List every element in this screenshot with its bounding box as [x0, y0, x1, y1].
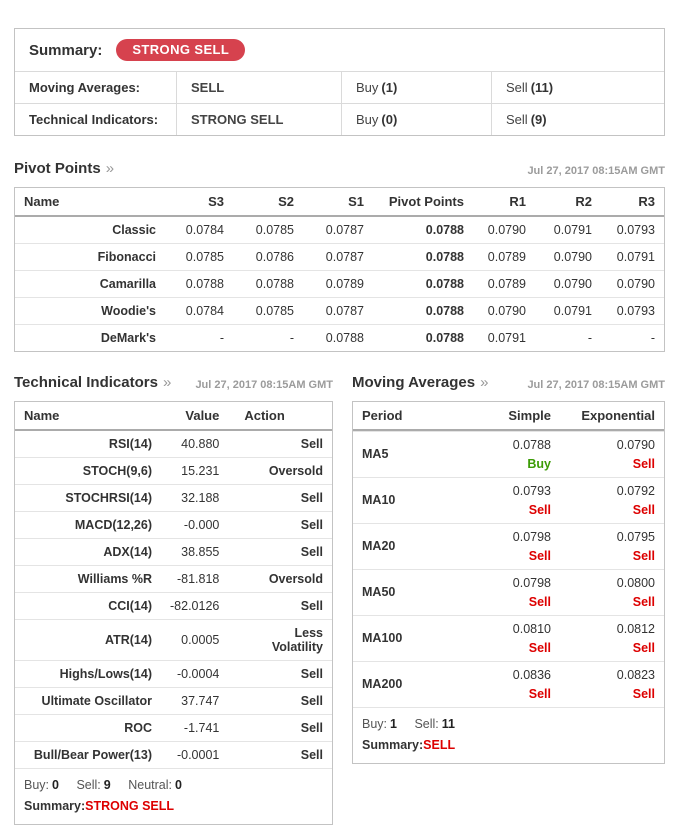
ma-period: MA200 — [362, 677, 403, 691]
indicator-value: -0.000 — [161, 512, 228, 539]
ma-simple-value: 0.0810 — [512, 622, 551, 636]
indicator-action: Oversold — [228, 458, 332, 485]
ma-exponential-action: Sell — [632, 687, 655, 701]
column-header: Simple — [508, 408, 551, 423]
indicator-value: -0.0004 — [161, 661, 228, 688]
pivot-r1: 0.0789 — [473, 244, 535, 271]
ma-simple-action: Sell — [528, 641, 551, 655]
pivot-points-table — [14, 187, 665, 352]
ma-exponential-cell — [551, 574, 655, 610]
buy-label: Buy — [356, 112, 379, 127]
indicator-name: STOCHRSI(14) — [15, 485, 161, 512]
indicator-action: Sell — [228, 715, 332, 742]
column-header: Period — [362, 408, 403, 423]
pivot-r3: 0.0793 — [601, 298, 664, 325]
summary-label: Summary: — [362, 738, 424, 752]
technical-indicators-section — [14, 374, 333, 825]
column-header: Name — [15, 188, 165, 216]
indicator-action: Sell — [300, 437, 323, 451]
pivot-r2: 0.0790 — [535, 244, 601, 271]
buy-count-value: (0) — [381, 112, 398, 127]
pivot-r2: 0.0791 — [553, 223, 592, 237]
row-label: Technical Indicators: — [29, 112, 159, 127]
pivot-s3: 0.0784 — [185, 223, 224, 237]
sell-count: Sell: 11 — [414, 717, 455, 731]
indicator-name: Ultimate Oscillator — [15, 688, 161, 715]
pivot-point: 0.0788 — [425, 223, 464, 237]
pivot-header-row — [15, 188, 664, 216]
column-header: S3 — [165, 188, 233, 216]
technical-indicators-section-header — [14, 374, 333, 391]
pivot-name: Camarilla — [15, 271, 165, 298]
ma-exponential-action: Sell — [632, 641, 655, 655]
summary-signal: SELL — [423, 738, 456, 752]
ma-exponential-action: Sell — [632, 549, 655, 563]
ma-exponential-cell — [551, 482, 655, 518]
pivot-point: 0.0788 — [373, 298, 473, 325]
indicator-name: ADX(14) — [15, 539, 161, 566]
indicator-action: Oversold — [228, 566, 332, 593]
ma-exponential-value: 0.0823 — [616, 668, 655, 682]
pivot-points-timestamp: Jul 27, 2017 08:15AM GMT — [527, 165, 665, 177]
pivot-s1: 0.0787 — [303, 244, 373, 271]
indicator-name: CCI(14) — [15, 593, 161, 620]
pivot-points-section-header — [14, 160, 665, 177]
moving-averages-title: Moving Averages — [352, 374, 476, 391]
summary-box — [14, 28, 665, 136]
technical-indicators-title: Technical Indicators — [14, 374, 158, 391]
ma-row — [353, 477, 664, 523]
ma-simple-value: 0.0788 — [512, 438, 551, 452]
pivot-r2: - — [535, 325, 601, 352]
ma-simple-cell — [447, 528, 551, 564]
ma-simple-action: Sell — [528, 549, 551, 563]
sell-label: Sell — [506, 112, 528, 127]
indicator-name: Williams %R — [15, 566, 161, 593]
moving-averages-section-header — [352, 374, 665, 391]
indicator-action: Less Volatility — [228, 620, 332, 661]
indicator-row — [15, 593, 332, 620]
indicator-row — [15, 430, 332, 458]
indicator-value: -1.741 — [161, 715, 228, 742]
buy-count: Buy: 1 — [362, 717, 397, 731]
column-header: Name — [15, 402, 161, 430]
buy-count-value: (1) — [381, 80, 398, 95]
indicator-row — [15, 458, 332, 485]
indicator-action: Sell — [228, 512, 332, 539]
row-label: Moving Averages: — [29, 80, 141, 95]
pivot-r1: 0.0791 — [473, 325, 535, 352]
indicator-value: 32.188 — [161, 485, 228, 512]
pivot-s1: 0.0787 — [325, 223, 364, 237]
pivot-s2: - — [233, 325, 303, 352]
column-header: Exponential — [581, 408, 655, 423]
pivot-r1: 0.0790 — [487, 223, 526, 237]
column-header: Value — [161, 402, 228, 430]
ma-exponential-action: Sell — [632, 503, 655, 517]
sell-count-value: (9) — [530, 112, 547, 127]
ma-simple-action: Sell — [528, 687, 551, 701]
technical-indicators-buy-count — [341, 104, 491, 135]
summary-row-technical-indicators — [15, 104, 664, 135]
summary-signal: STRONG SELL — [85, 799, 175, 813]
pivot-row — [15, 216, 664, 244]
ma-period: MA10 — [362, 493, 396, 507]
column-header: R2 — [535, 188, 601, 216]
indicator-action: Sell — [228, 688, 332, 715]
indicator-value: 38.855 — [161, 539, 228, 566]
pivot-point: 0.0788 — [373, 244, 473, 271]
technical-indicators-timestamp: Jul 27, 2017 08:15AM GMT — [195, 379, 333, 391]
pivot-name: Fibonacci — [15, 244, 165, 271]
pivot-row — [15, 325, 664, 352]
indicator-name: Bull/Bear Power(13) — [15, 742, 161, 769]
indicator-action: Sell — [228, 593, 332, 620]
ma-row — [353, 569, 664, 615]
indicator-name: STOCH(9,6) — [15, 458, 161, 485]
technical-indicators-footer — [15, 768, 332, 824]
pivot-s3: - — [165, 325, 233, 352]
indicator-value: -81.818 — [161, 566, 228, 593]
ma-row — [353, 615, 664, 661]
moving-averages-section — [352, 374, 665, 764]
indicator-name: ATR(14) — [15, 620, 161, 661]
pivot-row — [15, 298, 664, 325]
ma-simple-cell — [447, 574, 551, 610]
ma-period: MA50 — [362, 585, 396, 599]
signal-counts — [24, 778, 323, 792]
pivot-r3: - — [601, 325, 664, 352]
pivot-s2: 0.0786 — [233, 244, 303, 271]
indicator-name: RSI(14) — [108, 437, 152, 451]
moving-averages-footer — [353, 707, 664, 763]
pivot-name: DeMark's — [15, 325, 165, 352]
indicator-action: Sell — [228, 485, 332, 512]
ma-exponential-cell — [551, 620, 655, 656]
technical-indicators-sell-count — [491, 104, 664, 135]
pivot-name: Woodie's — [15, 298, 165, 325]
pivot-point: 0.0788 — [373, 325, 473, 352]
ma-simple-cell — [447, 482, 551, 518]
ma-row — [353, 431, 664, 477]
column-header: Action — [228, 402, 332, 430]
moving-averages-buy-count — [341, 72, 491, 103]
sell-count-value: (11) — [530, 80, 554, 95]
ma-simple-cell — [447, 666, 551, 702]
ma-exponential-value: 0.0795 — [616, 530, 655, 544]
pivot-name: Classic — [112, 223, 156, 237]
summary-main-row — [15, 29, 664, 72]
pivot-point: 0.0788 — [373, 271, 473, 298]
indicator-action: Sell — [228, 539, 332, 566]
indicators-columns — [14, 374, 665, 825]
indicator-action: Sell — [228, 742, 332, 769]
moving-averages-timestamp: Jul 27, 2017 08:15AM GMT — [527, 379, 665, 391]
pivot-r2: 0.0791 — [535, 298, 601, 325]
ma-exponential-value: 0.0792 — [616, 484, 655, 498]
pivot-s1: 0.0788 — [303, 325, 373, 352]
ma-simple-value: 0.0793 — [512, 484, 551, 498]
indicator-row — [15, 715, 332, 742]
moving-averages-sell-count — [491, 72, 664, 103]
pivot-r1: 0.0789 — [473, 271, 535, 298]
pivot-r1: 0.0790 — [473, 298, 535, 325]
pivot-s3: 0.0785 — [165, 244, 233, 271]
summary-row-moving-averages — [15, 72, 664, 104]
indicator-value: 15.231 — [161, 458, 228, 485]
ma-simple-action: Sell — [528, 503, 551, 517]
indicator-row — [15, 485, 332, 512]
indicator-value: 40.880 — [181, 437, 220, 451]
ma-exponential-cell — [551, 528, 655, 564]
indicator-row — [15, 620, 332, 661]
technical-indicators-table — [14, 401, 333, 825]
ma-exponential-value: 0.0812 — [616, 622, 655, 636]
sell-label: Sell — [506, 80, 528, 95]
pivot-s3: 0.0788 — [165, 271, 233, 298]
pivot-row — [15, 271, 664, 298]
technical-indicators-title-link[interactable] — [14, 374, 171, 391]
ma-exponential-cell — [551, 666, 655, 702]
pivot-r3: 0.0790 — [601, 271, 664, 298]
buy-count: Buy: 0 — [24, 778, 59, 792]
ma-exponential-value: 0.0800 — [616, 576, 655, 590]
moving-averages-table — [352, 401, 665, 764]
pivot-s1: 0.0787 — [303, 298, 373, 325]
ma-exponential-action: Sell — [632, 457, 655, 471]
indicator-action: Sell — [228, 661, 332, 688]
moving-averages-signal: SELL — [176, 72, 341, 103]
ma-simple-value: 0.0798 — [512, 576, 551, 590]
chevron-right-icon: » — [162, 374, 172, 391]
indicator-row — [15, 566, 332, 593]
ma-simple-value: 0.0798 — [512, 530, 551, 544]
column-header: S2 — [233, 188, 303, 216]
indicator-name: ROC — [15, 715, 161, 742]
pivot-r2: 0.0790 — [535, 271, 601, 298]
ma-row — [353, 523, 664, 569]
indicator-row — [15, 742, 332, 769]
pivot-s1: 0.0789 — [303, 271, 373, 298]
pivot-s2: 0.0785 — [255, 223, 294, 237]
sell-count: Sell: 9 — [76, 778, 111, 792]
indicator-value: 37.747 — [161, 688, 228, 715]
ma-exponential-action: Sell — [632, 595, 655, 609]
ma-simple-cell — [447, 620, 551, 656]
column-header: Pivot Points — [373, 188, 473, 216]
technical-indicators-signal: STRONG SELL — [176, 104, 341, 135]
pivot-r3: 0.0793 — [616, 223, 655, 237]
ma-period: MA20 — [362, 539, 396, 553]
ma-simple-cell — [447, 436, 551, 472]
neutral-count: Neutral: 0 — [128, 778, 182, 792]
indicator-name: Highs/Lows(14) — [15, 661, 161, 688]
column-header: S1 — [303, 188, 373, 216]
moving-averages-header-row — [353, 402, 664, 431]
pivot-points-title-link[interactable] — [14, 160, 114, 177]
indicator-row — [15, 512, 332, 539]
moving-averages-title-link[interactable] — [352, 374, 488, 391]
ma-exponential-cell — [551, 436, 655, 472]
ma-exponential-value: 0.0790 — [616, 438, 655, 452]
summary-label: Summary: — [29, 41, 103, 59]
buy-label: Buy — [356, 80, 379, 95]
pivot-s3: 0.0784 — [165, 298, 233, 325]
summary-signal-badge: STRONG SELL — [116, 39, 245, 61]
ma-period: MA5 — [362, 447, 389, 461]
pivot-row — [15, 244, 664, 271]
ma-simple-action: Buy — [527, 457, 551, 471]
indicator-value: -0.0001 — [161, 742, 228, 769]
ma-period: MA100 — [362, 631, 403, 645]
summary-label: Summary: — [24, 799, 86, 813]
ma-row — [353, 661, 664, 707]
column-header: R3 — [601, 188, 664, 216]
indicator-row — [15, 539, 332, 566]
column-header: R1 — [473, 188, 535, 216]
pivot-s2: 0.0785 — [233, 298, 303, 325]
indicator-name: MACD(12,26) — [15, 512, 161, 539]
pivot-s2: 0.0788 — [233, 271, 303, 298]
indicator-value: 0.0005 — [161, 620, 228, 661]
moving-averages-summary-line — [362, 738, 655, 752]
pivot-r3: 0.0791 — [601, 244, 664, 271]
indicator-value: -82.0126 — [161, 593, 228, 620]
technical-header-row — [15, 402, 332, 430]
ma-simple-value: 0.0836 — [512, 668, 551, 682]
chevron-right-icon: » — [480, 374, 489, 391]
indicator-row — [15, 661, 332, 688]
technical-summary-line — [24, 799, 323, 813]
ma-simple-action: Sell — [528, 595, 551, 609]
pivot-points-title: Pivot Points — [14, 160, 101, 177]
chevron-right-icon: » — [105, 160, 115, 177]
indicator-row — [15, 688, 332, 715]
signal-counts — [362, 717, 655, 731]
